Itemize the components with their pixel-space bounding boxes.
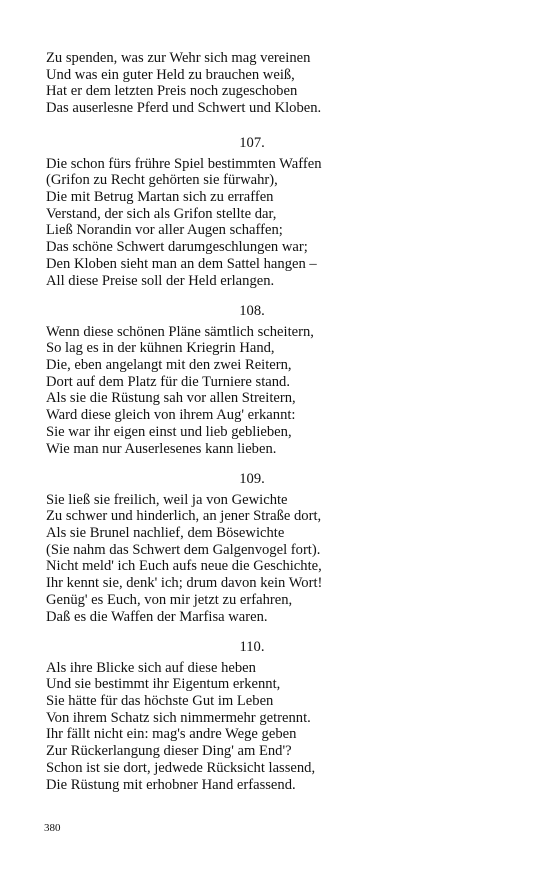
verse-line: Nicht meld' ich Euch aufs neue die Geschichte, <box>46 558 322 575</box>
verse-line: Ihr fällt nicht ein: mag's andre Wege geben <box>46 726 297 743</box>
verse-line: Zu schwer und hinderlich, an jener Straße dort, <box>46 508 322 525</box>
verse-line: Genüg' es Euch, von mir jetzt zu erfahren, <box>46 591 293 608</box>
verse-line: Sie war ihr eigen einst und lieb geblieben, <box>46 423 292 440</box>
verse-line: Wenn diese schönen Pläne sämtlich scheitern, <box>46 323 314 340</box>
stanza-number: 109. <box>239 471 265 487</box>
verse-line: (Sie nahm das Schwert dem Galgenvogel fort). <box>46 541 321 558</box>
verse-line: Die Rüstung mit erhobner Hand erfassend. <box>46 776 296 793</box>
verse-line: Wie man nur Auserlesenes kann lieben. <box>46 440 277 457</box>
stanza-number: 110. <box>239 639 265 655</box>
verse-line: Ihr kennt sie, denk' ich; drum davon kein Wort! <box>46 575 323 592</box>
stanza-110 <box>46 639 506 793</box>
verse-line: Von ihrem Schatz sich nimmermehr getrennt. <box>46 709 311 726</box>
verse-line: Dort auf dem Platz für die Turniere stand. <box>46 373 290 390</box>
verse-line: Das auserlesne Pferd und Schwert und Kloben. <box>46 100 322 117</box>
verse-line: Schon ist sie dort, jedwede Rücksicht lassend, <box>46 759 316 776</box>
verse-line: Das schöne Schwert darumgeschlungen war; <box>46 239 308 256</box>
stanza-108 <box>46 303 506 457</box>
verse-line: Verstand, der sich als Grifon stellte dar, <box>46 205 277 222</box>
verse-line: Als ihre Blicke sich auf diese heben <box>46 659 256 676</box>
verse-line: Den Kloben sieht man an dem Sattel hangen – <box>46 255 317 272</box>
verse-line: Sie hätte für das höchste Gut im Leben <box>46 693 274 710</box>
verse-line: (Grifon zu Recht gehörten sie fürwahr), <box>46 172 278 189</box>
verse-line: Zu spenden, was zur Wehr sich mag vereinen <box>46 50 311 66</box>
stanza-number: 107. <box>239 135 265 151</box>
verse-line: Hat er dem letzten Preis noch zugeschoben <box>46 83 298 100</box>
verse-line: Ließ Norandin vor aller Augen schaffen; <box>46 222 283 239</box>
verse-line: Die schon fürs frühre Spiel bestimmten Waffen <box>46 155 322 172</box>
verse-line: Die mit Betrug Martan sich zu erraffen <box>46 189 274 206</box>
verse-line: Als sie Brunel nachlief, dem Bösewichte <box>46 525 285 542</box>
stanza-109 <box>46 471 506 625</box>
verse-line: Und sie bestimmt ihr Eigentum erkennt, <box>46 676 281 693</box>
verse-line: Und was ein guter Held zu brauchen weiß, <box>46 66 295 83</box>
verse-line: Die, eben angelangt mit den zwei Reitern, <box>46 357 292 374</box>
verse-line: Daß es die Waffen der Marfisa waren. <box>46 608 268 625</box>
stanza-continuation <box>46 50 506 117</box>
verse-line: Sie ließ sie freilich, weil ja von Gewichte <box>46 491 288 508</box>
page-number: 380 <box>44 822 61 834</box>
verse-line: Ward diese gleich von ihrem Aug' erkannt: <box>46 407 296 424</box>
verse-line: So lag es in der kühnen Kriegrin Hand, <box>46 340 275 357</box>
stanza-number: 108. <box>239 303 265 319</box>
verse-line: Als sie die Rüstung sah vor allen Streitern, <box>46 390 296 407</box>
verse-line: Zur Rückerlangung dieser Ding' am End'? <box>46 743 292 760</box>
verse-line: All diese Preise soll der Held erlangen. <box>46 272 275 289</box>
stanza-107 <box>46 135 506 289</box>
